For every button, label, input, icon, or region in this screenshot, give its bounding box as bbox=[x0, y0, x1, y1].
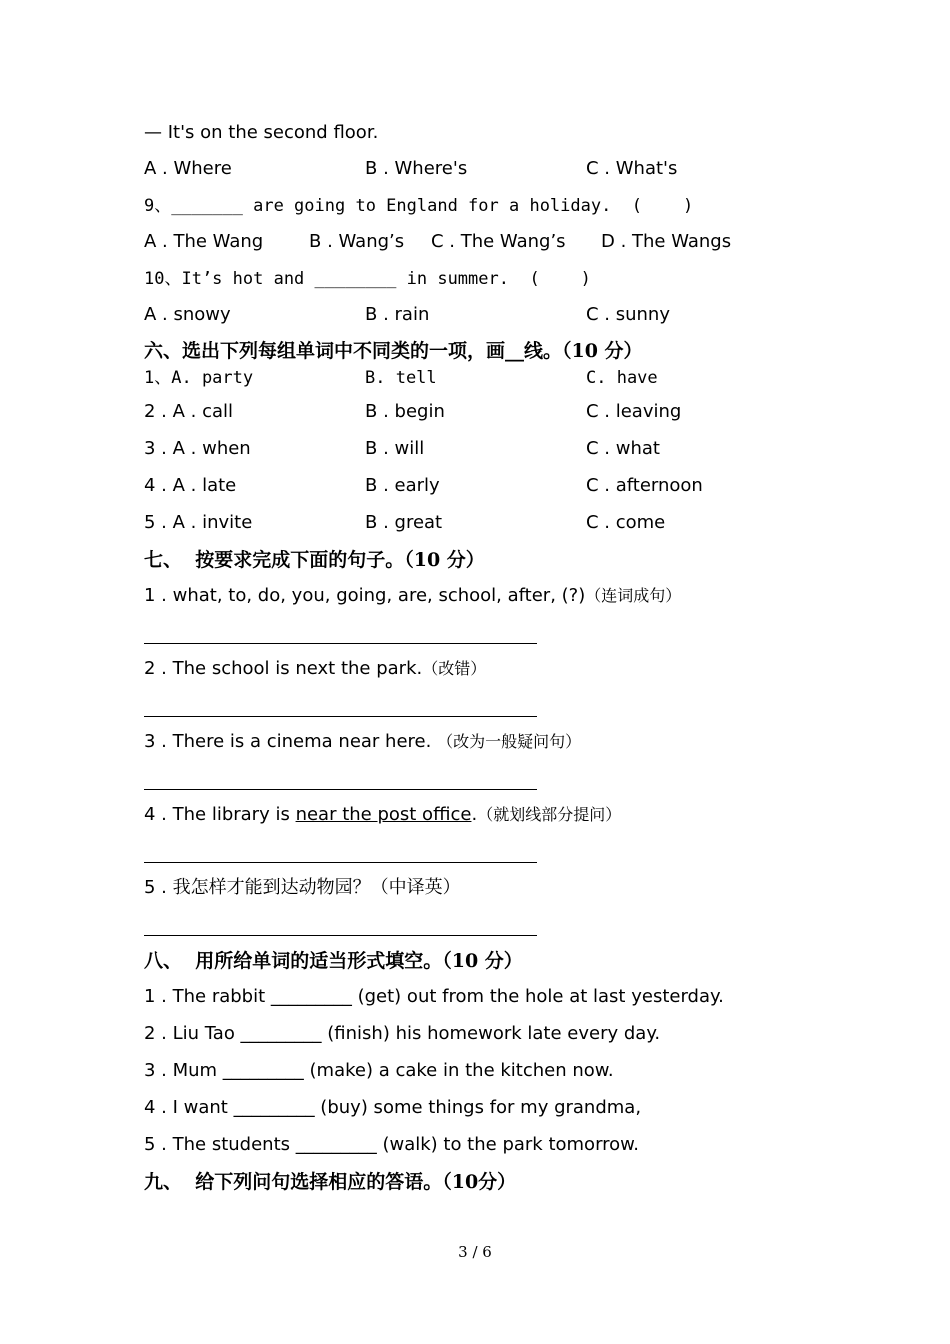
s7-answer-line-4 bbox=[144, 862, 537, 863]
q9-option-a: A . The Wang bbox=[144, 231, 264, 252]
s8-item4: 4 . I want _________ (buy) some things for my grandma, bbox=[144, 1097, 642, 1118]
s7-answer-line-3 bbox=[144, 789, 537, 790]
s6-row1-c: C. have bbox=[586, 368, 658, 388]
s7-answer-line-1 bbox=[144, 643, 537, 644]
q8-option-b: B . Where's bbox=[365, 158, 468, 179]
s6-row4-b: B . early bbox=[365, 475, 440, 496]
section6-heading: 六、选出下列每组单词中不同类的一项，画__线。（10 分） bbox=[144, 340, 643, 362]
s8-item2: 2 . Liu Tao _________ (finish) his homework late every day. bbox=[144, 1023, 661, 1044]
s7-answer-line-2 bbox=[144, 716, 537, 717]
s7-item2-text: 2 . The school is next the park. bbox=[144, 658, 423, 679]
s7-item2-note: （改错） bbox=[422, 659, 487, 678]
section8-heading: 八、 用所给单词的适当形式填空。（10 分） bbox=[144, 950, 523, 972]
s7-item2 bbox=[144, 658, 486, 680]
q10-option-b: B . rain bbox=[365, 304, 430, 325]
q10-option-c: C . sunny bbox=[586, 304, 670, 325]
q9-option-d: D . The Wangs bbox=[601, 231, 732, 252]
s7-item1-note: （连词成句） bbox=[585, 586, 682, 605]
s7-item4-text-pre: 4 . The library is bbox=[144, 804, 296, 825]
s6-row5-b: B . great bbox=[365, 512, 443, 533]
s6-row2-a: 2 . A . call bbox=[144, 401, 234, 422]
s6-row2-c: C . leaving bbox=[586, 401, 682, 422]
s7-item4 bbox=[144, 804, 621, 826]
s7-item4-text-post: . bbox=[471, 804, 478, 825]
q10-stem: 10、It’s hot and ________ in summer. ( ) bbox=[144, 269, 591, 289]
s7-item3-note: （改为一般疑问句） bbox=[437, 732, 582, 751]
q9-option-b: B . Wang’s bbox=[309, 231, 405, 252]
s7-item4-note: （就划线部分提问） bbox=[477, 805, 622, 824]
s6-row5-c: C . come bbox=[586, 512, 666, 533]
s6-row3-a: 3 . A . when bbox=[144, 438, 251, 459]
q8-option-a: A . Where bbox=[144, 158, 232, 179]
s8-item1: 1 . The rabbit _________ (get) out from the hole at last yesterday. bbox=[144, 986, 724, 1007]
s6-row4-c: C . afternoon bbox=[586, 475, 703, 496]
q9-stem: 9、_______ are going to England for a holiday. ( ) bbox=[144, 196, 694, 216]
s7-item1 bbox=[144, 585, 681, 607]
s6-row1-a: 1、A. party bbox=[144, 368, 254, 388]
s7-answer-line-5 bbox=[144, 935, 537, 936]
s7-item5-text: 5 . 我怎样才能到达动物园？（中译英） bbox=[144, 877, 461, 898]
s6-row5-a: 5 . A . invite bbox=[144, 512, 253, 533]
section9-heading: 九、 给下列问句选择相应的答语。（10分） bbox=[144, 1171, 517, 1193]
page-number: 3 / 6 bbox=[458, 1243, 492, 1261]
q8-option-c: C . What's bbox=[586, 158, 678, 179]
s6-row3-c: C . what bbox=[586, 438, 660, 459]
q8-answer-line: — It's on the second floor. bbox=[144, 122, 379, 143]
s7-item4-underlined: near the post office bbox=[295, 804, 472, 825]
s6-row4-a: 4 . A . late bbox=[144, 475, 237, 496]
q10-option-a: A . snowy bbox=[144, 304, 231, 325]
s8-item3: 3 . Mum _________ (make) a cake in the kitchen now. bbox=[144, 1060, 614, 1081]
q9-option-c: C . The Wang’s bbox=[431, 231, 566, 252]
s6-row3-b: B . will bbox=[365, 438, 425, 459]
section7-heading: 七、 按要求完成下面的句子。（10 分） bbox=[144, 549, 485, 571]
s8-item5: 5 . The students _________ (walk) to the park tomorrow. bbox=[144, 1134, 639, 1155]
s6-row1-b: B. tell bbox=[365, 368, 437, 388]
s6-row2-b: B . begin bbox=[365, 401, 445, 422]
s7-item5 bbox=[144, 877, 461, 899]
s7-item3-text: 3 . There is a cinema near here. bbox=[144, 731, 432, 752]
s7-item3 bbox=[144, 731, 581, 753]
s7-item1-text: 1 . what, to, do, you, going, are, school, after, (?) bbox=[144, 585, 586, 606]
